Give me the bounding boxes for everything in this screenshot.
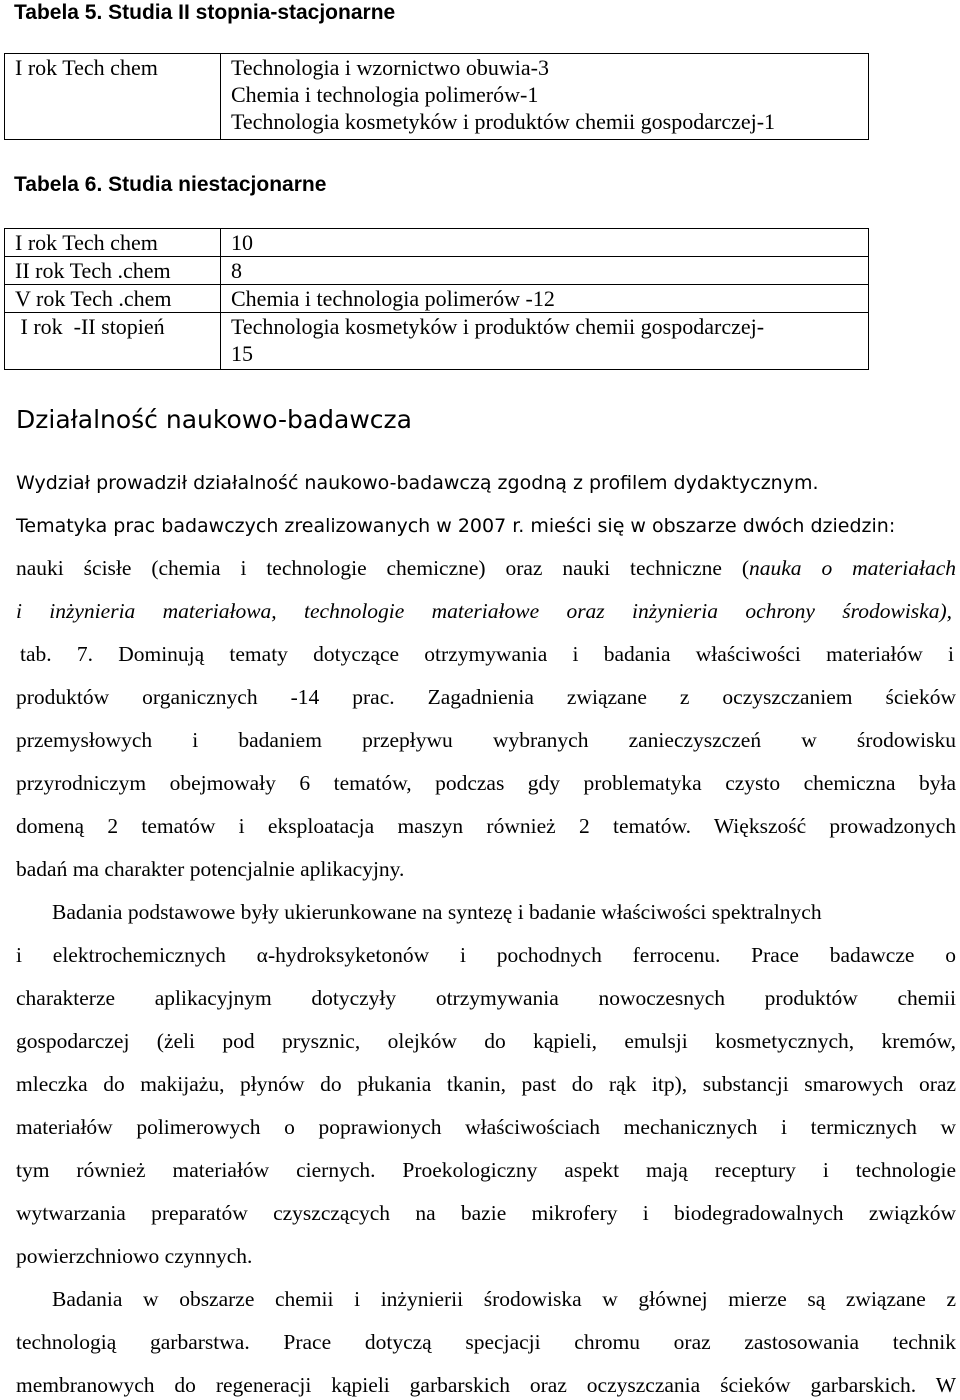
text-line: Tematyka prac badawczych zrealizowanych w 2007 r. mieści się w obszarze dwóch dziedzin:: [16, 515, 896, 537]
section-heading: Działalność naukowo-badawcza: [16, 405, 412, 434]
table-cell-label: [5, 285, 221, 313]
text-line: mleczka do makijażu, płynów do płukania tkanin, past do rąk itp), substancji smarowych oraz: [16, 1072, 956, 1096]
text-line: tab. 7. Dominują tematy dotyczące otrzymywania i badania właściwości materiałów i: [20, 642, 954, 666]
cell-text: V rok Tech .chem: [15, 286, 172, 311]
table5-caption: Tabela 5. Studia II stopnia-stacjonarne: [14, 1, 396, 24]
cell-text: I rok Tech chem: [15, 55, 158, 80]
cell-text: I rok Tech chem: [15, 230, 158, 255]
text-line: materiałów polimerowych o poprawionych właściwościach mechanicznych i termicznych w: [16, 1115, 956, 1139]
table-cell-label: [5, 257, 221, 285]
table-cell-label: [5, 54, 221, 140]
cell-text: 10: [231, 230, 253, 255]
text-line: Badania w obszarze chemii i inżynierii środowiska w głównej mierze są związane z: [52, 1287, 956, 1311]
table-cell-label: [5, 313, 221, 370]
text-line: wytwarzania preparatów czyszczących na bazie mikrofery i biodegradowalnych związków: [16, 1201, 956, 1225]
text-line: i inżynieria materiałowa, technologie materiałowe oraz inżynieria ochrony środowiska),: [16, 599, 952, 623]
text-line: produktów organicznych -14 prac. Zagadnienia związane z oczyszczaniem ścieków: [16, 685, 956, 709]
text-line: i elektrochemicznych α-hydroksyketonów i pochodnych ferrocenu. Prace badawcze o: [16, 943, 956, 967]
table-row: [5, 229, 869, 257]
cell-text: II rok Tech .chem: [15, 258, 171, 283]
cell-text: 8: [231, 258, 242, 283]
table-cell-label: [5, 229, 221, 257]
cell-text: 15: [231, 341, 253, 366]
table-cell-value: [221, 257, 869, 285]
text-line: charakterze aplikacyjnym dotyczyły otrzymywania nowoczesnych produktów chemii: [16, 986, 956, 1010]
cell-text: Chemia i technologia polimerów -12: [231, 286, 555, 311]
text-line: technologią garbarstwa. Prace dotyczą specjacji chromu oraz zastosowania technik: [16, 1330, 956, 1354]
table5: [4, 53, 869, 140]
cell-text: I rok -II stopień: [15, 314, 165, 339]
table-row: [5, 54, 869, 140]
table-row: [5, 257, 869, 285]
table6-caption: Tabela 6. Studia niestacjonarne: [14, 173, 327, 196]
table-row: [5, 285, 869, 313]
text-line: membranowych do regeneracji kąpieli garbarskich oraz oczyszczania ścieków garbarskich. W: [16, 1373, 956, 1397]
text-line: Badania podstawowe były ukierunkowane na syntezę i badanie właściwości spektralnych: [52, 900, 822, 924]
text-line: powierzchniowo czynnych.: [16, 1244, 253, 1268]
text-line: przemysłowych i badaniem przepływu wybranych zanieczyszczeń w środowisku: [16, 728, 956, 752]
cell-text: Technologia kosmetyków i produktów chemii gospodarczej-: [231, 314, 765, 339]
cell-text: Technologia i wzornictwo obuwia-3: [231, 55, 549, 80]
cell-text: Technologia kosmetyków i produktów chemii gospodarczej-1: [231, 109, 776, 134]
text-line: tym również materiałów ciernych. Proekologiczny aspekt mają receptury i technologie: [16, 1158, 956, 1182]
text-line: gospodarczej (żeli pod prysznic, olejków do kąpieli, emulsji kosmetycznych, kremów,: [16, 1029, 956, 1053]
text-line: Wydział prowadził działalność naukowo-badawczą zgodną z profilem dydaktycznym.: [16, 472, 819, 494]
text-line: domeną 2 tematów i eksploatacja maszyn również 2 tematów. Większość prowadzonych: [16, 814, 956, 838]
table6: [4, 228, 869, 370]
cell-text: Chemia i technologia polimerów-1: [231, 82, 539, 107]
text-line: przyrodniczym obejmowały 6 tematów, podczas gdy problematyka czysto chemiczna była: [16, 771, 956, 795]
text-line: nauki ścisłe (chemia i technologie chemiczne) oraz nauki techniczne (nauka o materiałach: [16, 556, 956, 580]
table-row: [5, 313, 869, 370]
table-cell-value: [221, 229, 869, 257]
table-cell-value: [221, 54, 869, 140]
text-line: badań ma charakter potencjalnie aplikacyjny.: [16, 857, 405, 881]
table-cell-value: [221, 313, 869, 370]
table-cell-value: [221, 285, 869, 313]
